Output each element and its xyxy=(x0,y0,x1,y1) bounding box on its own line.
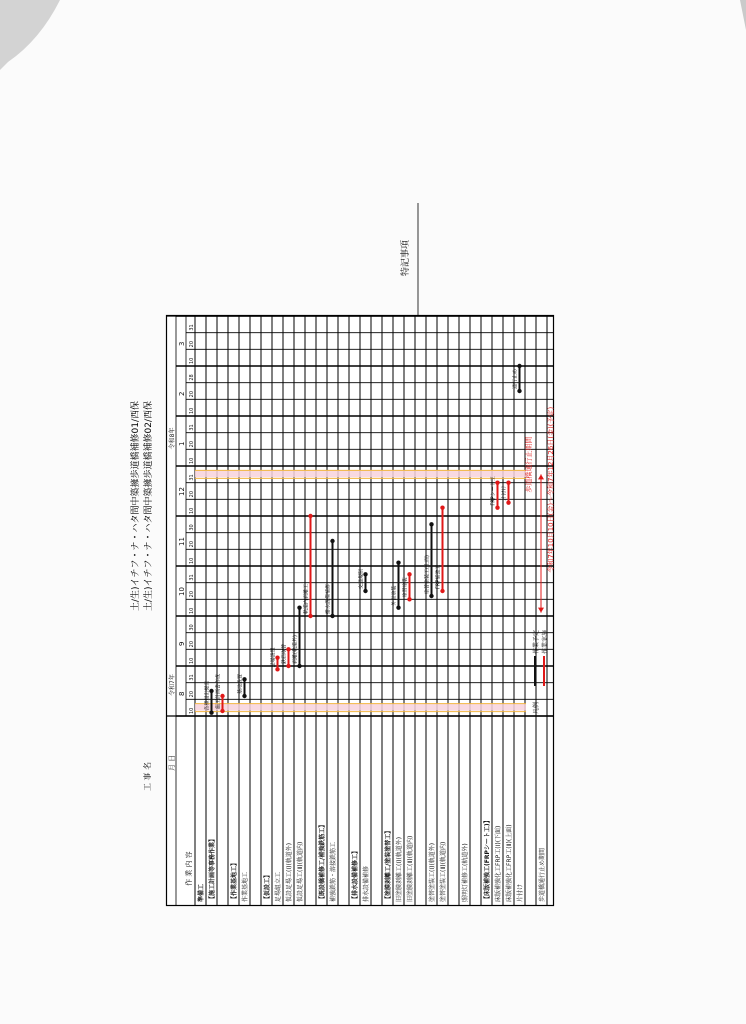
task-label: 仮設足場工(Ⅰ)(軌道外) xyxy=(286,842,293,902)
day-tick-label: 10 xyxy=(189,507,195,514)
actual-bar-start xyxy=(308,614,312,618)
task-label: 塗替塗装工(Ⅰ)(軌道外) xyxy=(429,842,436,902)
task-label: 排水設備補修 xyxy=(363,865,370,902)
task-label: 塗替塗装工(Ⅱ)(軌道内) xyxy=(440,841,447,902)
month-label: 11 xyxy=(178,537,186,546)
month-label: 12 xyxy=(178,487,186,496)
project-name-1: 土/生)イチフ・ナ・ハタ間中築擁歩道橋補修01/西保 xyxy=(131,400,141,611)
actual-bar-label: 足場設置 xyxy=(270,647,277,668)
task-label: 床版補強化工FRP工(Ⅱ)(上面) xyxy=(506,824,513,902)
day-tick-label: 20 xyxy=(189,640,195,648)
day-tick-label: 31 xyxy=(189,324,195,331)
plan-bar-label: 基地設置 xyxy=(237,673,244,694)
day-tick-label: 10 xyxy=(189,607,195,614)
day-tick-label: 31 xyxy=(189,574,195,581)
task-label: 片付け xyxy=(517,883,524,902)
task-label: 【既設橋補修工/補強鉄筋工】 xyxy=(319,821,326,902)
day-tick-label: 10 xyxy=(189,457,195,464)
task-label: 補強鉄筋・溶接鉄筋工 xyxy=(330,841,337,902)
plan-bar-start xyxy=(242,694,246,698)
day-tick-label: 20 xyxy=(189,690,195,698)
month-label: 9 xyxy=(178,641,186,646)
task-label: 【作業基地工】 xyxy=(231,859,238,902)
plan-bar-start xyxy=(297,664,301,668)
rotated-schedule xyxy=(118,203,554,906)
task-label: 準備工 xyxy=(198,883,205,902)
actual-bar-label: FRPシート工 xyxy=(490,476,497,506)
task-label: 【仮設工】 xyxy=(264,871,271,902)
task-label: 作業基地工 xyxy=(242,871,249,902)
plan-bar-end xyxy=(396,560,400,564)
actual-bar-start xyxy=(275,667,279,671)
actual-bar-start xyxy=(407,597,411,601)
schedule-table xyxy=(166,203,555,906)
plan-bar-label: 塗替塗装工(上面) xyxy=(424,555,431,594)
day-tick-label: 20 xyxy=(189,390,195,398)
task-label: 【床版補強工(FRPシート工)】 xyxy=(484,817,491,902)
actual-bar-label: 片付け xyxy=(501,485,508,501)
day-tick-label: 10 xyxy=(189,657,195,664)
plan-bar-end xyxy=(297,605,301,609)
legend-plan-label: 作業予定 xyxy=(533,629,540,654)
task-label: 【塗膜剥離工/塗装塗替工】 xyxy=(385,827,392,902)
actual-bar-label: 鉄筋取替 xyxy=(281,643,288,664)
plan-bar-start xyxy=(330,614,334,618)
work-content-label: 作 業 内 容 xyxy=(185,851,193,886)
plan-bar-label: 交通規制 xyxy=(358,568,365,589)
legend-label: 凡例 xyxy=(533,701,540,714)
actual-bar-start xyxy=(495,505,499,509)
day-tick-label: 10 xyxy=(189,357,195,364)
legend-actual-label: 作業実施 xyxy=(542,629,549,654)
closure-band xyxy=(195,470,526,477)
actual-bar-end xyxy=(407,572,411,576)
day-tick-label: 10 xyxy=(189,557,195,564)
project-name-2: 土/生)イチフ・ナ・ハタ間中築擁歩道橋補修02/西保 xyxy=(144,400,154,611)
month-label: 2 xyxy=(178,391,186,396)
actual-bar-start xyxy=(440,589,444,593)
scan-corner-mark xyxy=(740,0,746,30)
day-tick-label: 30 xyxy=(189,524,195,531)
day-tick-label: 20 xyxy=(189,340,195,348)
remarks-label: 特記事項 xyxy=(401,239,411,276)
day-tick-label: 20 xyxy=(189,590,195,598)
task-label: 足場組立工 xyxy=(275,871,282,902)
day-tick-label: 10 xyxy=(189,707,195,714)
plan-bar-start xyxy=(429,594,433,598)
closure-period-range: 令和7年10月10日(金)～令和7年12月26日(金)(予定) xyxy=(547,406,555,573)
actual-bar-label: FRP補強工 xyxy=(435,564,442,589)
plan-bar-end xyxy=(330,539,334,543)
day-tick-label: 31 xyxy=(189,424,195,431)
day-tick-label: 31 xyxy=(189,674,195,681)
task-label: 【施工計画等事務作業】 xyxy=(209,835,216,902)
plan-bar-end xyxy=(429,522,433,526)
task-label: 旧塗膜剥離工(Ⅰ)(軌道外) xyxy=(396,836,403,902)
year-label-reiwa8: 令和8年 xyxy=(169,427,176,450)
plan-bar-label: 剥離(軌道外) xyxy=(292,635,299,664)
plan-bar-start xyxy=(396,605,400,609)
day-tick-label: 20 xyxy=(189,490,195,498)
plan-bar-label: 通行止め xyxy=(512,368,519,389)
task-label: 旧塗膜剥離工(Ⅱ)(軌道内) xyxy=(407,835,414,902)
day-tick-label: 10 xyxy=(189,407,195,414)
actual-bar-label: 塗替塗装 xyxy=(402,577,409,598)
month-label: 3 xyxy=(178,341,186,346)
day-tick-label: 28 xyxy=(189,374,195,381)
task-label: 仮設足場工(Ⅱ)(軌道内) xyxy=(297,841,304,902)
day-tick-label: 30 xyxy=(189,624,195,631)
plan-bar-label: 排水設備補修 xyxy=(325,583,332,614)
day-tick-label: 20 xyxy=(189,540,195,548)
day-tick-label: 31 xyxy=(189,474,195,481)
schedule-sheet xyxy=(118,203,554,906)
month-day-label: 月 日 xyxy=(168,754,176,771)
closure-band xyxy=(195,704,526,711)
year-label-reiwa7: 令和7年 xyxy=(169,674,176,696)
plan-bar-label: 外面塗装 xyxy=(391,585,398,606)
plan-bar-start xyxy=(209,710,213,714)
scan-corner-mark xyxy=(0,0,60,70)
actual-bar-label: 軌道内剥離工 xyxy=(303,583,310,614)
day-tick-label: 20 xyxy=(189,440,195,448)
actual-bar-start xyxy=(286,664,290,668)
actual-bar-end xyxy=(506,480,510,484)
task-label: 歩道橋通行止め期間 xyxy=(539,847,546,902)
plan-bar-end xyxy=(517,364,521,368)
month-label: 10 xyxy=(178,587,186,596)
plan-bar-label: 各種届出提出 xyxy=(204,680,211,711)
actual-bar-end xyxy=(308,514,312,518)
month-label: 8 xyxy=(178,691,186,696)
plan-bar-start xyxy=(517,389,521,393)
actual-bar-label: 施工計画書作成 xyxy=(215,673,222,709)
task-label: 床版補強化工FRP工(Ⅰ)(下面) xyxy=(495,825,502,902)
project-label: 工 事 名 xyxy=(143,761,152,791)
closure-period-title: 歩道橋通行止期間 xyxy=(525,436,533,493)
plan-bar-start xyxy=(363,589,367,593)
task-label: 【排水設備補修工】 xyxy=(352,847,359,902)
actual-bar-start xyxy=(220,709,224,713)
task-label: 照明灯補修工(軌道外) xyxy=(462,843,469,902)
actual-bar-end xyxy=(440,505,444,509)
actual-bar-start xyxy=(506,500,510,504)
month-label: 1 xyxy=(178,441,186,446)
